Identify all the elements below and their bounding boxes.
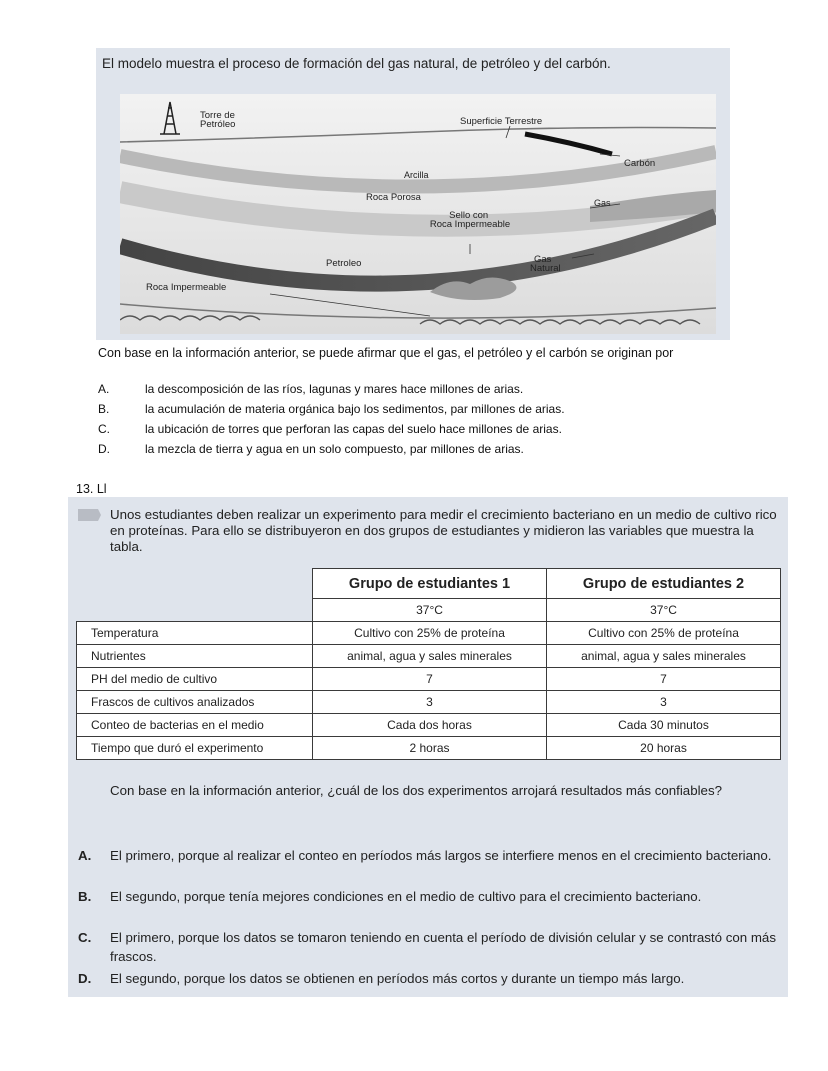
option-text: la acumulación de materia orgánica bajo los sedimentos, par millones de arias.	[145, 402, 565, 416]
label-petroleo: Petroleo	[326, 258, 362, 269]
temp-value-group-1: 37°C	[313, 599, 547, 622]
row-label: Tiempo que duró el experimento	[77, 737, 313, 760]
question-2-stem: Con base en la información anterior, ¿cuál de los dos experimentos arrojará resultados más confiables?	[110, 783, 722, 798]
label-sello-line2: Roca Impermeable	[429, 219, 511, 230]
option-text: la ubicación de torres que perforan las capas del suelo hace millones de arias.	[145, 422, 562, 436]
label-gas-natural-line1: Gas	[534, 254, 552, 265]
label-superficie: Superficie Terrestre	[460, 116, 543, 127]
option-letter: B.	[78, 889, 92, 904]
row-label: Nutrientes	[77, 645, 313, 668]
cell-group-2: 20 horas	[547, 737, 781, 760]
option-letter: B.	[98, 402, 110, 416]
table-row	[77, 668, 781, 691]
table-row	[77, 737, 781, 760]
question-2-option-d[interactable]	[78, 969, 783, 988]
header-group-1: Grupo de estudiantes 1	[313, 569, 547, 599]
cell-group-2: 3	[547, 691, 781, 714]
question-number: 13. Ll	[76, 482, 107, 496]
diagram-intro-text: El modelo muestra el proceso de formación del gas natural, de petróleo y del carbón.	[102, 56, 611, 71]
option-letter: A.	[78, 848, 92, 863]
label-torre	[200, 110, 238, 130]
question-2-option-b[interactable]	[78, 887, 783, 906]
question-1-option-a[interactable]	[98, 382, 523, 396]
cell-group-1: Cada dos horas	[313, 714, 547, 737]
table-row	[77, 691, 781, 714]
table-empty-cell	[77, 569, 313, 599]
cell-group-1: 7	[313, 668, 547, 691]
row-label: Frascos de cultivos analizados	[77, 691, 313, 714]
cell-group-2: 7	[547, 668, 781, 691]
row-label: PH del medio de cultivo	[77, 668, 313, 691]
option-letter: D.	[98, 442, 110, 456]
option-letter: A.	[98, 382, 110, 396]
option-text: El primero, porque al realizar el conteo en períodos más largos se interfiere menos en el crecimiento bacteriano.	[110, 848, 772, 863]
option-text: El segundo, porque tenía mejores condiciones en el medio de cultivo para el crecimiento bacteriano.	[110, 889, 702, 904]
question-2-option-c[interactable]	[78, 928, 783, 966]
cell-group-2: Cultivo con 25% de proteína	[547, 622, 781, 645]
option-letter: D.	[78, 971, 92, 986]
option-letter: C.	[98, 422, 110, 436]
row-label: Conteo de bacterias en el medio	[77, 714, 313, 737]
cell-group-2: Cada 30 minutos	[547, 714, 781, 737]
temp-value-group-2: 37°C	[547, 599, 781, 622]
geological-formation-diagram	[120, 94, 716, 334]
label-sello-line1: Sello con	[449, 210, 489, 221]
option-text: la mezcla de tierra y agua en un solo compuesto, par millones de arias.	[145, 442, 524, 456]
label-gas-natural-line2: Natural	[530, 263, 561, 274]
experiment-intro-text: Unos estudiantes deben realizar un experimento para medir el crecimiento bacteriano en un medio de cultivo rico en proteínas. Para ello se distribuyeron en dos grupos de estudiantes y midieron las variables que muestra la tabla.	[110, 507, 777, 554]
cell-group-1: 3	[313, 691, 547, 714]
table-row	[77, 622, 781, 645]
option-text: la descomposición de las ríos, lagunas y mares hace millones de arias.	[145, 382, 524, 396]
question-1-option-d[interactable]	[98, 442, 524, 456]
label-roca-impermeable: Roca Impermeable	[146, 282, 227, 293]
question-1-stem: Con base en la información anterior, se puede afirmar que el gas, el petróleo y el carbón se originan por	[98, 346, 674, 360]
header-group-2: Grupo de estudiantes 2	[547, 569, 781, 599]
question-1-option-c[interactable]	[98, 422, 562, 436]
label-torre-line1: Torre de	[200, 110, 235, 121]
cell-group-1: Cultivo con 25% de proteína	[313, 622, 547, 645]
question-1-option-b[interactable]	[98, 402, 565, 416]
label-carbon: Carbón	[624, 158, 656, 169]
label-gas: Gas	[594, 198, 611, 208]
table-row	[77, 645, 781, 668]
cell-group-2: animal, agua y sales minerales	[547, 645, 781, 668]
table-empty-cell	[77, 599, 313, 622]
label-torre-line2: Petróleo	[200, 119, 236, 130]
row-label: Temperatura	[77, 622, 313, 645]
experiment-table	[76, 568, 781, 760]
label-arcilla: Arcilla	[404, 170, 429, 180]
table-header-row	[77, 569, 781, 599]
option-text: El segundo, porque los datos se obtienen en períodos más cortos y durante un tiempo más largo.	[110, 971, 685, 986]
diagram-panel	[96, 48, 730, 340]
experiment-panel	[68, 497, 788, 997]
cell-group-1: animal, agua y sales minerales	[313, 645, 547, 668]
cell-group-1: 2 horas	[313, 737, 547, 760]
option-letter: C.	[78, 930, 92, 945]
label-roca-porosa: Roca Porosa	[366, 192, 421, 203]
question-2-option-a[interactable]	[78, 846, 783, 865]
table-row	[77, 714, 781, 737]
option-text: El primero, porque los datos se tomaron teniendo en cuenta el período de división celular y se contrastó con más frascos.	[110, 930, 776, 964]
speech-bubble-icon	[76, 507, 102, 523]
table-temp-value-row	[77, 599, 781, 622]
